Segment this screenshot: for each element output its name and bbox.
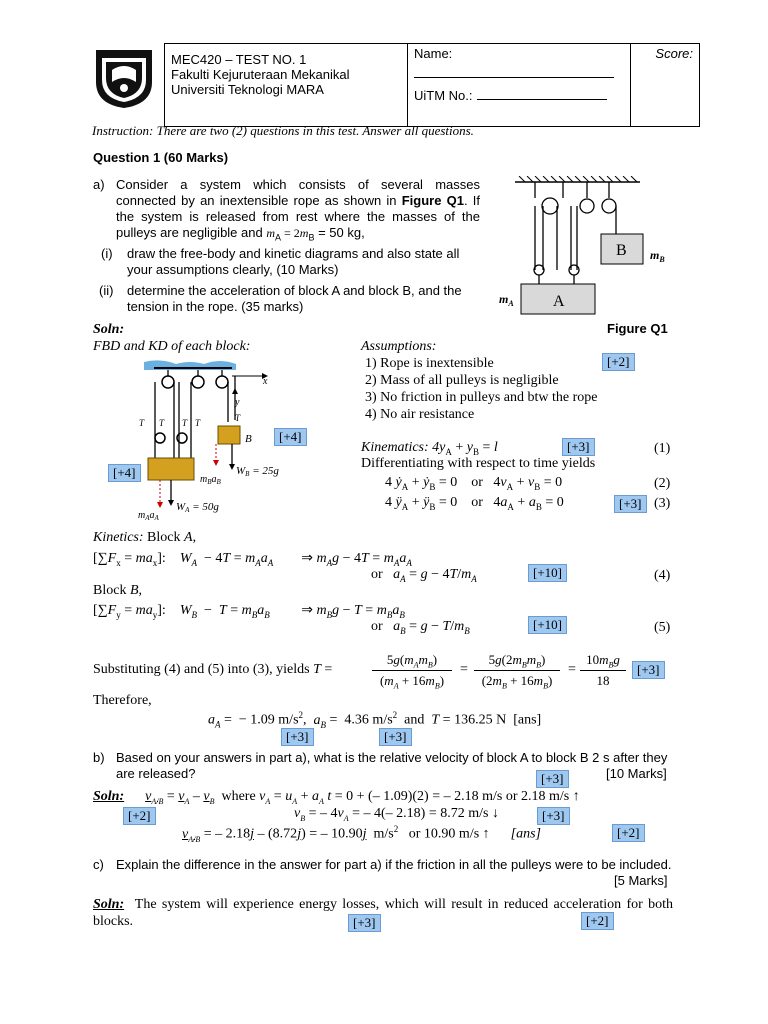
part-b-marks: [10 Marks] xyxy=(606,766,667,781)
svg-text:WB = 25g: WB = 25g xyxy=(236,465,279,478)
mark-box: [+2] xyxy=(123,807,156,825)
mark-box: [+2] xyxy=(602,353,635,371)
eq-num-4: (4) xyxy=(654,568,671,583)
mark-box: [+3] xyxy=(536,770,569,788)
part-a-text: Consider a system which consists of several masses connected by an inextensible rope as shown in Figure Q1. If the system is released from rest where the masses of the pulleys are negligible and $m_A = 2m_B = 50$ kg, xyxy=(116,177,480,243)
kinetics-b-eq: $[\sum F_y = ma_y]$: $W_B - T = m_Ba_B$ ⇒ $m_Bg - T = m_Ba_B$ xyxy=(93,603,405,620)
university-name: Universiti Teknologi MARA xyxy=(171,82,324,97)
kinetics-a-result: or $a_A = g - 4T/m_A$ xyxy=(371,567,477,584)
part-c-text: Explain the difference in the answer for part a) if the friction in all the pulleys were to be included. xyxy=(116,857,672,872)
uitm-label: UiTM No.: xyxy=(414,88,473,103)
fbd-t3: T xyxy=(182,418,188,428)
figure-caption: Figure Q1 xyxy=(607,321,668,336)
svg-text:mAaA: $m_Aa_A$ xyxy=(138,510,159,522)
assumption-1: 1) Rope is inextensible xyxy=(365,356,494,371)
mark-box: [+3] xyxy=(562,438,595,456)
eq-num-2: (2) xyxy=(654,476,671,491)
svg-text:mA: $m_A$ xyxy=(499,292,514,308)
eq-num-1: (1) xyxy=(654,441,671,456)
fbd-t1: T xyxy=(139,418,145,428)
uitm-logo xyxy=(92,44,156,110)
assumptions-title: Assumptions: xyxy=(361,339,437,354)
kinetics-b-result: or $a_B = g - T/m_B$ xyxy=(371,619,470,636)
eq-2: 4 ẏ$_A$ + ẏ$_B$ = 0 or $4v_A + v_B = 0$ xyxy=(385,475,563,492)
block-b-label: Block B, xyxy=(93,583,143,598)
diff-text: Differentiating with respect to time yields xyxy=(361,456,596,471)
instruction: Instruction: There are two (2) questions in this test. Answer all questions. xyxy=(92,123,474,138)
soln-heading: Soln: xyxy=(93,322,125,337)
assumptions-list xyxy=(365,355,598,423)
kinetics-a-eq: $[\sum F_x = ma_x]$: $W_A - 4T = m_Aa_A$ ⇒ $m_Ag - 4T = m_Aa_A$ xyxy=(93,551,412,568)
fbd-t-b: T xyxy=(235,413,241,423)
kinetics-block-a: Kinetics: Block A, xyxy=(93,530,197,545)
fbd-t4: T xyxy=(195,418,201,428)
part-a-ii-label: (ii) xyxy=(99,283,114,298)
assumption-3: 3) No friction in pulleys and btw the rope xyxy=(365,390,598,405)
course-line: MEC420 – TEST NO. 1 xyxy=(171,52,307,67)
part-b-text: Based on your answers in part a), what is the relative velocity of block A to block B 2 s after they are released? xyxy=(116,750,668,781)
fig-label-a: A xyxy=(553,293,565,310)
fbd-title: FBD and KD of each block: xyxy=(93,339,251,354)
part-c-soln: Soln: The system will experience energy losses, which will result in reduced acceleration for both blocks. xyxy=(93,897,673,929)
result-line: $a_A$ = − 1.09 $m/s^2$, $a_B = 4.36$ $m/s^2$ and T = 136.25 N [ans] xyxy=(208,710,542,730)
fbd-y-label: y xyxy=(235,397,240,408)
mark-box: [+10] xyxy=(528,616,567,634)
frac1-num: $5g(m_Am_B)$ xyxy=(372,652,452,671)
frac3-den: 18 xyxy=(596,673,610,688)
fbd-b-label: B xyxy=(245,433,252,445)
frac2-den: $(2m_B + 16m_B)$ xyxy=(481,673,553,691)
fig-ma-label: m xyxy=(499,292,509,306)
mark-box: [+2] xyxy=(612,824,645,842)
part-b-label: b) xyxy=(93,750,105,765)
part-b-soln-line3: $v_{A/B}$ = – 2.18j – (8.72j) = – 10.90j $m/s^2$ or 10.90 m/s ↑ [ans] xyxy=(182,824,542,844)
mark-box: [+10] xyxy=(528,564,567,582)
part-a-i-text: draw the free-body and kinetic diagrams and also state all your assumptions clearly, (10 Marks) xyxy=(127,246,460,277)
svg-text:mBaB: $m_Ba_B$ xyxy=(200,474,221,486)
eq-3: 4 $ÿ_A$ + $ÿ_B = 0$ or $4a_A + a_B = 0$ xyxy=(385,495,564,512)
part-a-i-label: (i) xyxy=(101,246,113,261)
kinematics-eq: Kinematics: $4y_A + y_B = l$ xyxy=(361,440,498,457)
part-a-ii-text: determine the acceleration of block A and block B, and the tension in the rope. (35 marks) xyxy=(127,283,462,314)
part-c-label: c) xyxy=(93,857,104,872)
eq-num-5: (5) xyxy=(654,620,671,635)
mark-box: [+3] xyxy=(348,914,381,932)
mark-box: [+3] xyxy=(614,495,647,513)
score-label: Score: xyxy=(655,46,693,61)
frac3-num: $10m_Bg$ xyxy=(580,652,626,671)
part-c-marks: [5 Marks] xyxy=(614,873,668,888)
fig-mb-label: m xyxy=(650,248,660,262)
part-b-soln-line2: $v_B$ = – $4v_A$ = – 4(– 2.18) = 8.72 m/s ↓ xyxy=(294,806,499,823)
substituting-text: Substituting (4) and (5) into (3), yields T = xyxy=(93,662,333,677)
svg-text:WA = 50g: WA = 50g xyxy=(176,501,219,514)
mark-box: [+3] xyxy=(537,807,570,825)
mark-box: [+3] xyxy=(632,661,665,679)
frac1-den: $(m_A + 16m_B)$ xyxy=(379,673,445,691)
mark-box: [+4] xyxy=(274,428,307,446)
assumption-4: 4) No air resistance xyxy=(365,407,475,422)
fbd-x-label: x xyxy=(263,376,268,387)
mark-box: [+3] xyxy=(281,728,314,746)
name-label: Name: xyxy=(414,46,453,61)
fbd-t2: T xyxy=(159,418,165,428)
fbd-wb-label: W xyxy=(236,465,246,477)
eq-num-3: (3) xyxy=(654,496,671,511)
faculty-name: Fakulti Kejuruteraan Mekanikal xyxy=(171,67,350,82)
fbd-diagram xyxy=(120,358,280,523)
part-a-label: a) xyxy=(93,177,105,192)
mark-box: [+4] xyxy=(108,464,141,482)
mark-box: [+3] xyxy=(379,728,412,746)
question-title: Question 1 (60 Marks) xyxy=(93,150,229,165)
header-table xyxy=(164,43,700,127)
svg-text:mB: $m_B$ xyxy=(650,248,665,264)
fbd-wa-label: W xyxy=(176,501,186,513)
fig-label-b: B xyxy=(616,242,627,259)
frac2-num: $5g(2m_Bm_B)$ xyxy=(474,652,560,671)
assumption-2: 2) Mass of all pulleys is negligible xyxy=(365,373,559,388)
part-b-soln-line1: Soln: $v_{A/B} = v_A - v_B$ where $v_A = u_A + a_A$ t = 0 + (– 1.09)(2) = – 2.18 m/s or 2.18 m/s ↑ xyxy=(93,789,580,806)
figure-q1 xyxy=(495,176,680,316)
therefore-text: Therefore, xyxy=(93,693,152,708)
uitm-line[interactable] xyxy=(477,99,607,100)
mark-box: [+2] xyxy=(581,912,614,930)
name-line[interactable] xyxy=(414,77,614,78)
